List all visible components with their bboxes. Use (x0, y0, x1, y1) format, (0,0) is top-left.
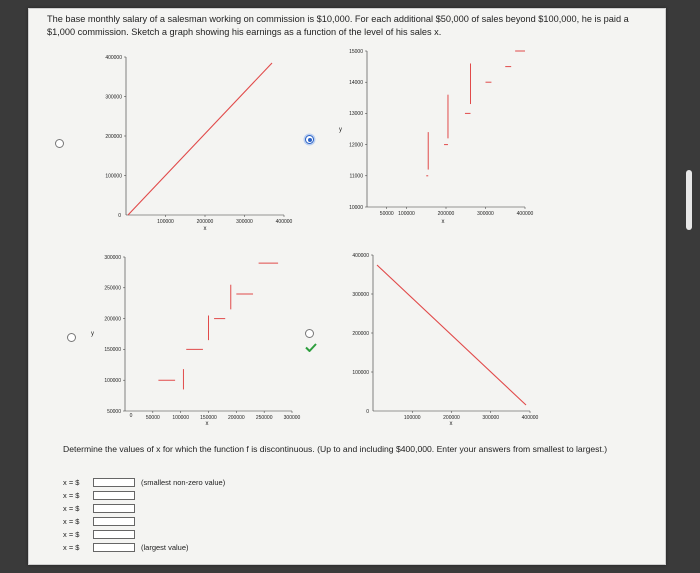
answer-label: x = $ (63, 490, 80, 500)
answer-hint: (largest value) (141, 542, 189, 552)
x-tick-label: 300000 (482, 415, 500, 421)
y-tick-label: 100000 (352, 369, 369, 376)
option-c-radio[interactable] (67, 333, 76, 342)
x-tick-label: 200000 (227, 415, 245, 421)
answer-input[interactable] (93, 543, 135, 552)
answer-input[interactable] (93, 491, 135, 500)
y-tick-label: 100000 (105, 173, 122, 180)
answer-hint: (smallest non-zero value) (141, 477, 226, 487)
answer-row (63, 477, 225, 487)
x-tick-label: 300000 (477, 211, 494, 217)
x-tick-label: 250000 (255, 415, 273, 421)
answer-label: x = $ (63, 542, 80, 552)
x-tick-label: 100000 (172, 415, 190, 421)
answer-input[interactable] (93, 530, 135, 539)
option-b-radio[interactable] (305, 135, 314, 144)
y-tick-label: 300000 (105, 94, 122, 101)
y-tick-label: 150000 (104, 347, 121, 354)
answer-row (63, 503, 135, 513)
answer-input[interactable] (93, 478, 135, 487)
answer-row (63, 542, 189, 552)
y-tick-label: 300000 (104, 254, 121, 261)
y-tick-label: 11000 (349, 173, 363, 180)
y-tick-label: 13000 (349, 111, 363, 118)
y-tick-label: 200000 (105, 133, 122, 140)
option-a-radio[interactable] (55, 139, 64, 148)
y-tick-label: 250000 (104, 285, 121, 292)
y-tick-label: 15000 (349, 48, 363, 55)
origin-label: 0 (366, 409, 369, 415)
option-b-graph (325, 45, 565, 240)
y-tick-label: 400000 (352, 252, 369, 259)
answer-row (63, 516, 135, 526)
y-tick-label: 300000 (352, 291, 369, 298)
y-tick-label: 14000 (349, 80, 363, 86)
problem-statement: The base monthly salary of a salesman working on commission is $10,000. For each additional $50,000 of sales beyond $100,000, he is paid a $1,000 commission. Sketch a graph showing his earnings as a function of the level of his sales x. (47, 14, 629, 37)
x-tick-label: 100000 (398, 211, 415, 217)
x-tick-label: 300000 (283, 415, 301, 421)
y-tick-label: 12000 (349, 142, 363, 149)
y-axis-label: y (91, 331, 94, 337)
y-tick-label: 200000 (104, 316, 121, 323)
answer-row (63, 529, 135, 539)
x-tick-label: 100000 (157, 219, 174, 225)
origin-label: 0 (118, 213, 121, 219)
option-a-chart (69, 45, 299, 235)
x-tick-label: 400000 (516, 211, 534, 217)
option-a-graph (69, 45, 299, 240)
y-tick-label: 200000 (352, 330, 369, 337)
x-tick-label: 400000 (275, 219, 293, 225)
scrollbar-thumb[interactable] (686, 170, 692, 230)
question-panel (28, 8, 666, 565)
y-axis-label: y (339, 127, 342, 133)
answer-input[interactable] (93, 504, 135, 513)
option-b-chart (325, 45, 565, 235)
x-tick-label: 150000 (200, 415, 217, 421)
y-tick-label: 400000 (105, 54, 122, 61)
x-tick-label: 200000 (437, 211, 455, 217)
x-tick-label: 100000 (403, 415, 421, 421)
y-tick-label: 100000 (104, 378, 121, 384)
answer-label: x = $ (63, 477, 80, 487)
option-c-chart (77, 245, 307, 435)
correct-check-icon (305, 343, 317, 352)
x-tick-label: 200000 (443, 415, 460, 421)
origin-label: 0 (129, 413, 133, 419)
x-tick-label: 50000 (379, 211, 394, 217)
y-tick-label: 10000 (349, 204, 363, 211)
answer-row (63, 490, 135, 500)
answer-label: x = $ (63, 529, 80, 539)
x-tick-label: 400000 (521, 415, 539, 421)
discontinuity-question: Determine the values of x for which the function f is discontinuous. (Up to and including $400,000. Enter your answers from smallest to largest.) (63, 444, 608, 454)
x-axis-label: x (205, 421, 209, 427)
x-tick-label: 200000 (196, 219, 214, 225)
option-c-graph (77, 245, 307, 440)
answer-label: x = $ (63, 516, 80, 526)
x-axis-label: x (441, 219, 445, 225)
x-tick-label: 50000 (145, 415, 160, 421)
answer-label: x = $ (63, 503, 80, 513)
x-tick-label: 300000 (236, 219, 253, 225)
option-d-graph (325, 243, 565, 438)
series-line (377, 265, 526, 405)
option-d-radio[interactable] (305, 329, 314, 338)
series-line (128, 63, 272, 215)
option-d-chart (325, 243, 565, 433)
answer-input[interactable] (93, 517, 135, 526)
x-axis-label: x (449, 421, 453, 427)
y-tick-label: 50000 (107, 408, 121, 415)
x-axis-label: x (203, 226, 207, 232)
